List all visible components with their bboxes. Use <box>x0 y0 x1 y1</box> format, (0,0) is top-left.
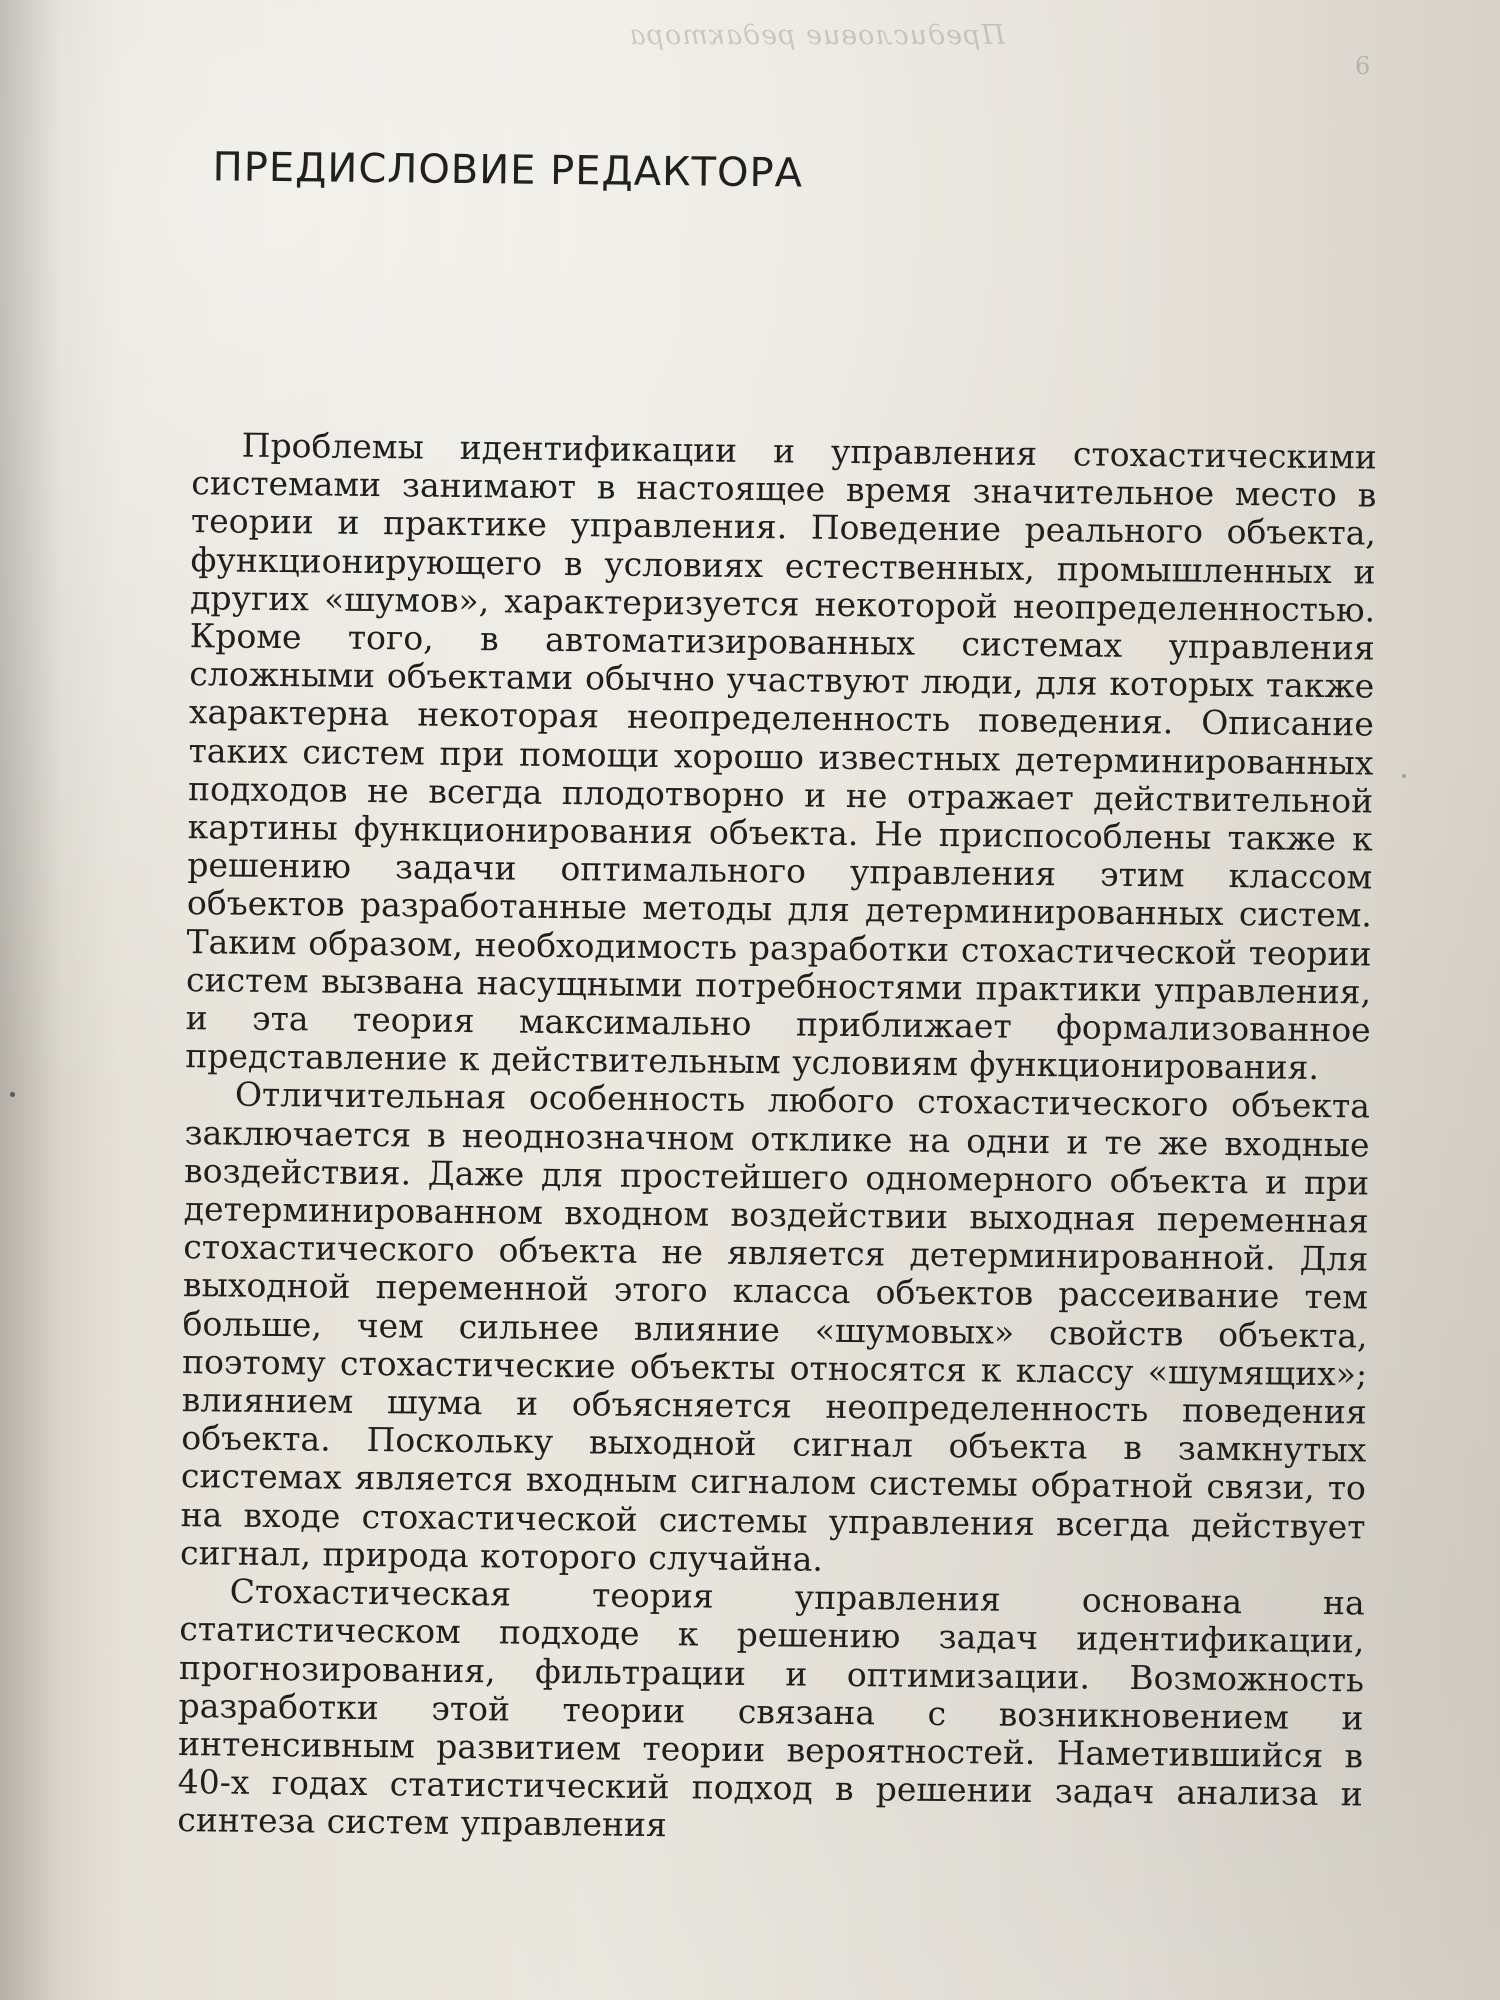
paragraph-3: Стохастическая теория управления основана на статистическом подходе к решению задач идентификации, прогнозирования, фильтрации и оптимизации. Возможность разработки этой теории связана с возникновением и интенсивным развитием теории вероятностей. Наметившийся в 40-х годах статистический подход в решении задач анализа и синтеза систем управления <box>177 1571 1365 1845</box>
ink-speck <box>1402 774 1406 778</box>
ink-speck <box>10 1092 15 1097</box>
page-heading: ПРЕДИСЛОВИЕ РЕДАКТОРА <box>212 144 804 197</box>
paragraph-1: Проблемы идентификации и управления стохастическими системами занимают в настоящее время значительное место в теории и практике управления. Поведение реального объекта, функционирующего в условиях естественных, промышленных и других «шумов», характеризуется некоторой неопределенностью. Кроме того, в автоматизированных системах управления сложными объектами обычно участвуют люди, для которых также характерна некоторая неопределенность поведения. Описание таких систем при помощи хорошо известных детерминированных подходов не всегда плодотворно и не отражает действительной картины функционирования объекта. Не приспособлены также к решению задачи оптимального управления этим классом объектов разработанные методы для детерминированных систем. Таким образом, необходимость разработки стохастической теории систем вызвана насущными потребностями практики управления, и эта теория максимально приближает формализованное представление к действительным условиям функционирования. <box>185 425 1377 1088</box>
paragraph-2: Отличительная особенность любого стохастического объекта заключается в неоднозначном отклике на одни и те же входные воздействия. Даже для простейшего одномерного объекта и при детерминированном входном воздействии выходная переменная стохастического объекта не является детерминированной. Для выходной переменной этого класса объектов рассеивание тем больше, чем сильнее влияние «шумовых» свойств объекта, поэтому стохастические объекты относятся к классу «шумящих»; влиянием шума и объясняется неопределенность поведения объекта. Поскольку выходной сигнал объекта в замкнутых системах является входным сигналом системы обратной связи, то на входе стохастической системы управления всегда действует сигнал, природа которого случайна. <box>179 1075 1371 1579</box>
page-number-show-through: 6 <box>1355 52 1371 80</box>
running-header-show-through: Предисловие редактора <box>628 20 1005 51</box>
ink-speck <box>230 1215 233 1218</box>
body-text <box>177 426 1377 1852</box>
